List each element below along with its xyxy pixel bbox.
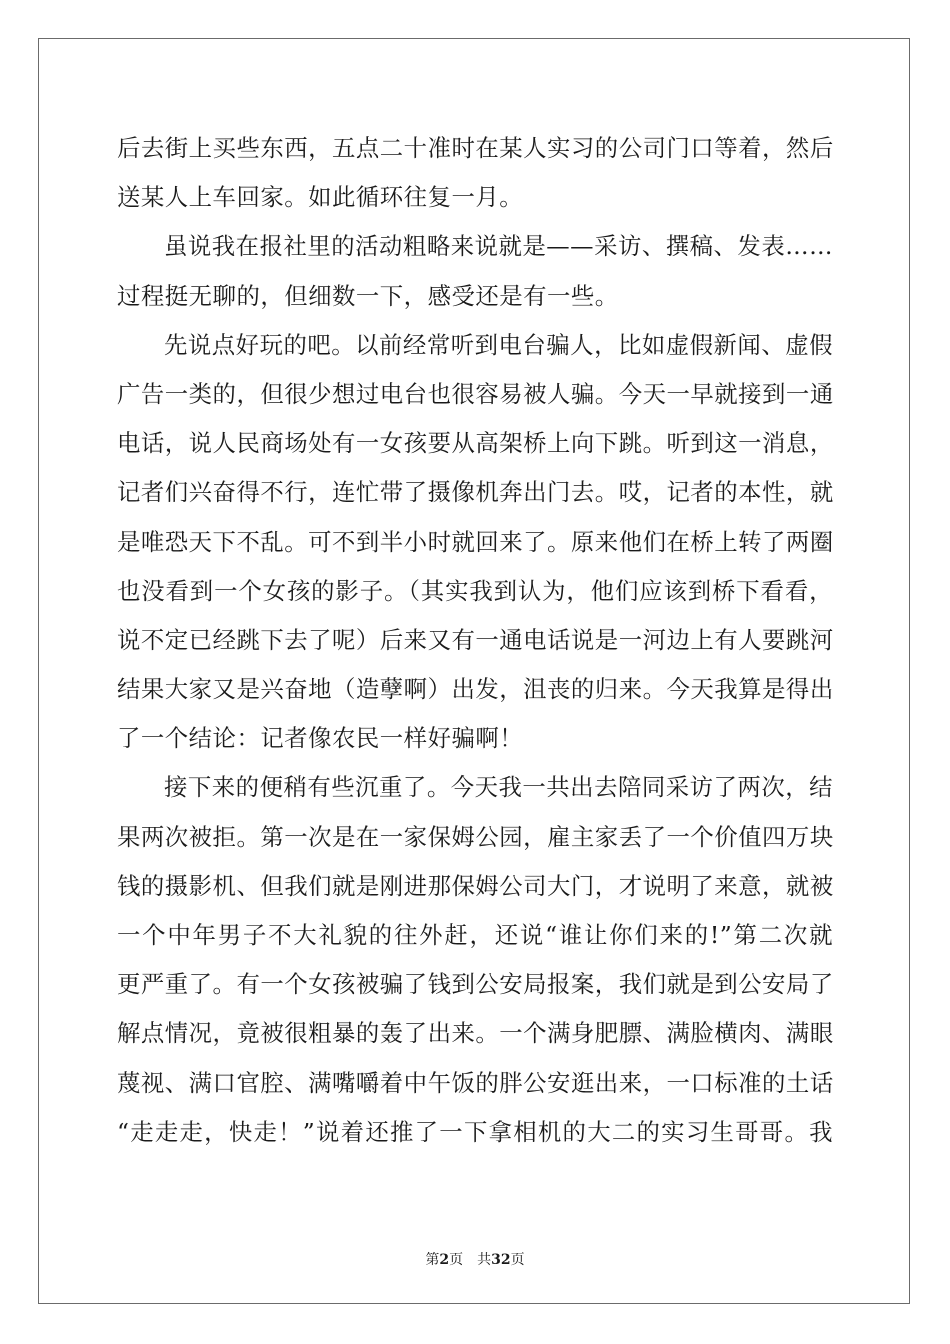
text-line: 蔑视、满口官腔、满嘴嚼着中午饭的胖公安逛出来，一口标准的土话 bbox=[117, 1068, 834, 1097]
text-line: 钱的摄影机、但我们就是刚进那保姆公司大门，才说明了来意，就被 bbox=[117, 871, 834, 900]
text-line: 说不定已经跳下去了呢）后来又有一通电话说是一河边上有人要跳河 bbox=[117, 625, 834, 654]
text-line: 了一个结论：记者像农民一样好骗啊！ bbox=[117, 724, 524, 753]
text-line: 送某人上车回家。如此循环往复一月。 bbox=[117, 183, 524, 212]
text-line: 解点情况，竟被很粗暴的轰了出来。一个满身肥膘、满脸横肉、满眼 bbox=[117, 1019, 834, 1048]
text-line: 后去街上买些东西，五点二十准时在某人实习的公司门口等着，然后 bbox=[117, 134, 834, 162]
text-line: “走走走，快走！”说着还推了一下拿相机的大二的实习生哥哥。我 bbox=[117, 1117, 833, 1146]
text-line: 也没看到一个女孩的影子。（其实我到认为，他们应该到桥下看看， bbox=[117, 576, 833, 605]
text-line: 一个中年男子不大礼貌的往外赶，还说“谁让你们来的!”第二次就 bbox=[117, 921, 833, 949]
page-label-prefix: 第 bbox=[425, 1252, 440, 1268]
text-line: 更严重了。有一个女孩被骗了钱到公安局报案，我们就是到公安局了 bbox=[117, 970, 834, 999]
text-line: 电话，说人民商场处有一女孩要从高架桥上向下跳。听到这一消息， bbox=[117, 429, 834, 458]
text-line: 结果大家又是兴奋地（造孽啊）出发，沮丧的归来。今天我算是得出 bbox=[117, 675, 834, 704]
text-line: 是唯恐天下不乱。可不到半小时就回来了。原来他们在桥上转了两圈 bbox=[117, 527, 834, 556]
page-label-suffix: 页 bbox=[449, 1252, 464, 1268]
text-line: 过程挺无聊的，但细数一下，感受还是有一些。 bbox=[117, 281, 619, 310]
paragraph-start-line: 虽说我在报社里的活动粗略来说就是——采访、撰稿、发表…… bbox=[164, 232, 833, 261]
text-line: 广告一类的，但很少想过电台也很容易被人骗。今天一早就接到一通 bbox=[117, 379, 834, 408]
page-number: 2 bbox=[439, 1252, 450, 1268]
total-label-suffix: 页 bbox=[510, 1252, 525, 1268]
paragraph-start-line: 先说点好玩的吧。以前经常听到电台骗人，比如虚假新闻、虚假 bbox=[164, 330, 833, 359]
total-pages: 32 bbox=[491, 1252, 511, 1268]
text-line: 果两次被拒。第一次是在一家保姆公园，雇主家丢了一个价值四万块 bbox=[117, 822, 834, 851]
page-footer bbox=[0, 1249, 950, 1269]
total-label-prefix: 共 bbox=[477, 1252, 492, 1268]
text-line: 记者们兴奋得不行，连忙带了摄像机奔出门去。哎，记者的本性，就 bbox=[117, 478, 834, 507]
paragraph-start-line: 接下来的便稍有些沉重了。今天我一共出去陪同采访了两次，结 bbox=[164, 773, 833, 802]
document-body bbox=[117, 124, 833, 1157]
